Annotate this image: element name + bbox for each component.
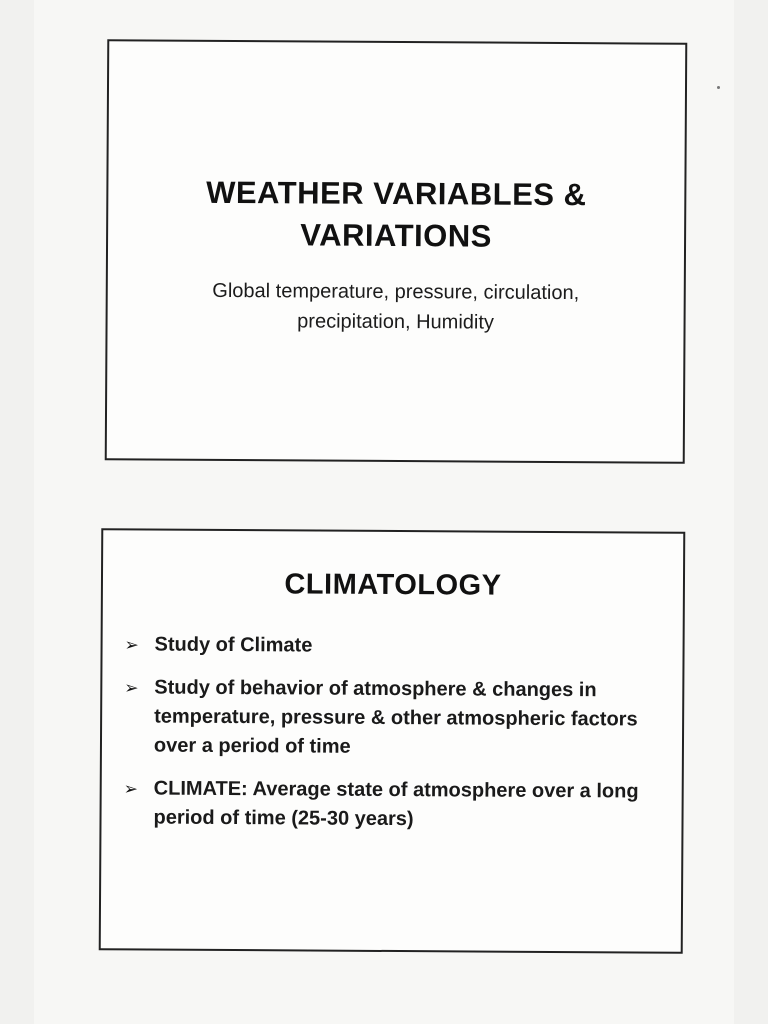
bullet-text: CLIMATE: Average state of atmosphere over a long period of time (25-30 years) [153, 777, 639, 831]
slide-climatology [99, 528, 686, 954]
slide-title: WEATHER VARIABLES & VARIATIONS [206, 174, 587, 254]
bullet-text: Study of behavior of atmosphere & changes in temperature, pressure & other atmospheric factors over a period of time [153, 676, 638, 758]
bullet-list [101, 630, 682, 836]
slide-subtitle: Global temperature, pressure, circulation, precipitation, Humidity [212, 279, 580, 334]
slide-weather-variables [105, 39, 688, 464]
slide-title: CLIMATOLOGY [284, 568, 502, 602]
page-margin-left [0, 0, 34, 1024]
list-item [124, 673, 647, 763]
arrowhead-bullet-icon: ➢ [123, 779, 139, 799]
bullet-text: Study of Climate [154, 633, 313, 657]
list-item [124, 630, 646, 662]
arrowhead-bullet-icon: ➢ [124, 635, 139, 655]
scan-speck [717, 86, 720, 89]
page-margin-right [734, 0, 768, 1024]
arrowhead-bullet-icon: ➢ [124, 678, 139, 698]
list-item [123, 774, 645, 835]
